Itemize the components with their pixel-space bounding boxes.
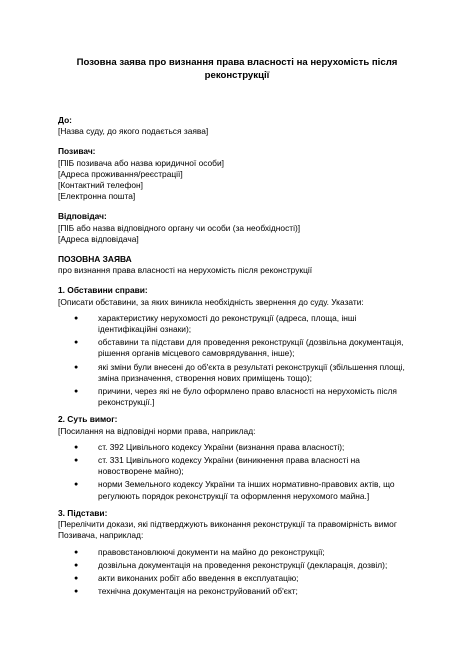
claim-subtitle: про визнання права власності на нерухомість після реконструкції [58,265,313,276]
bullet-item: ● характеристику нерухомості до реконструкції (адреса, площа, інші ідентифікаційні ознаки); [58,313,416,335]
bullet-list [58,313,416,409]
bullet-item: ● ст. 392 Цивільного кодексу України (визнання права власності); [58,442,416,453]
section-intro: [Посилання на відповідні норми права, наприклад: [58,425,256,436]
plaintiff-line: [Контактний телефон] [58,180,143,191]
section-title: 3. Підстави: [58,507,108,518]
bullet-item: ● норми Земельного кодексу України та інших нормативно-правових актів, що регулюють порядок реконструкції та оформлення нерухомого майна.] [58,479,416,501]
defendant-heading: Відповідач: [58,211,107,222]
bullet-item: ● які зміни були внесені до об'єкта в результаті реконструкції (збільшення площі, зміна призначення, створення нових приміщень тощо); [58,362,416,384]
defendant-line: [Адреса відповідача] [58,233,139,244]
plaintiff-line: [ПІБ позивача або назва юридичної особи] [58,157,224,168]
document-title: Позовна заява про визнання права власності на нерухомість після реконструкції [76,57,398,81]
addressee-heading: До: [58,115,72,125]
bullet-list [58,442,416,502]
bullet-item: ● акти виконаних робіт або введення в експлуатацію; [58,573,416,584]
plaintiff-block [58,146,416,202]
bullet-item: ● правовстановлюючі документи на майно до реконструкції; [58,547,416,558]
section-title: 1. Обставини справи: [58,285,148,296]
bullet-item: ● технічна документація на реконструйований об'єкт; [58,586,416,597]
section-title: 2. Суть вимог: [58,414,118,425]
addressee-line: [Назва суду, до якого подається заява] [58,126,209,137]
plaintiff-line: [Електронна пошта] [58,191,136,202]
section-circumstances [58,285,416,408]
section-intro: [Описати обставини, за яких виникла необхідність звернення до суду. Указати: [58,296,364,307]
section-intro: [Перелічити докази, які підтверджують виконання реконструкції та правомірність вимог Позивача, наприклад: [58,519,397,541]
claim-title: ПОЗОВНА ЗАЯВА [58,254,132,265]
defendant-line: [ПІБ або назва відповідного органу чи особи (за необхідності)] [58,222,301,233]
plaintiff-heading: Позивач: [58,146,96,157]
bullet-item: ● ст. 331 Цивільного кодексу України (виникнення права власності на новостворене майно); [58,455,416,477]
bullet-item: ● обставини та підстави для проведення реконструкції (дозвільна документація, рішення органів місцевого самоврядування, інше); [58,337,416,359]
bullet-item: ● причини, через які не було оформлено право власності на нерухомість після реконструкції.] [58,386,416,408]
section-claims [58,414,416,501]
plaintiff-line: [Адреса проживання/реєстрації] [58,168,183,179]
section-grounds [58,508,416,597]
bullet-item: ● дозвільна документація на проведення реконструкції (декларація, дозвіл); [58,560,416,571]
bullet-list [58,547,416,598]
defendant-block [58,211,416,245]
addressee-block [58,115,416,137]
